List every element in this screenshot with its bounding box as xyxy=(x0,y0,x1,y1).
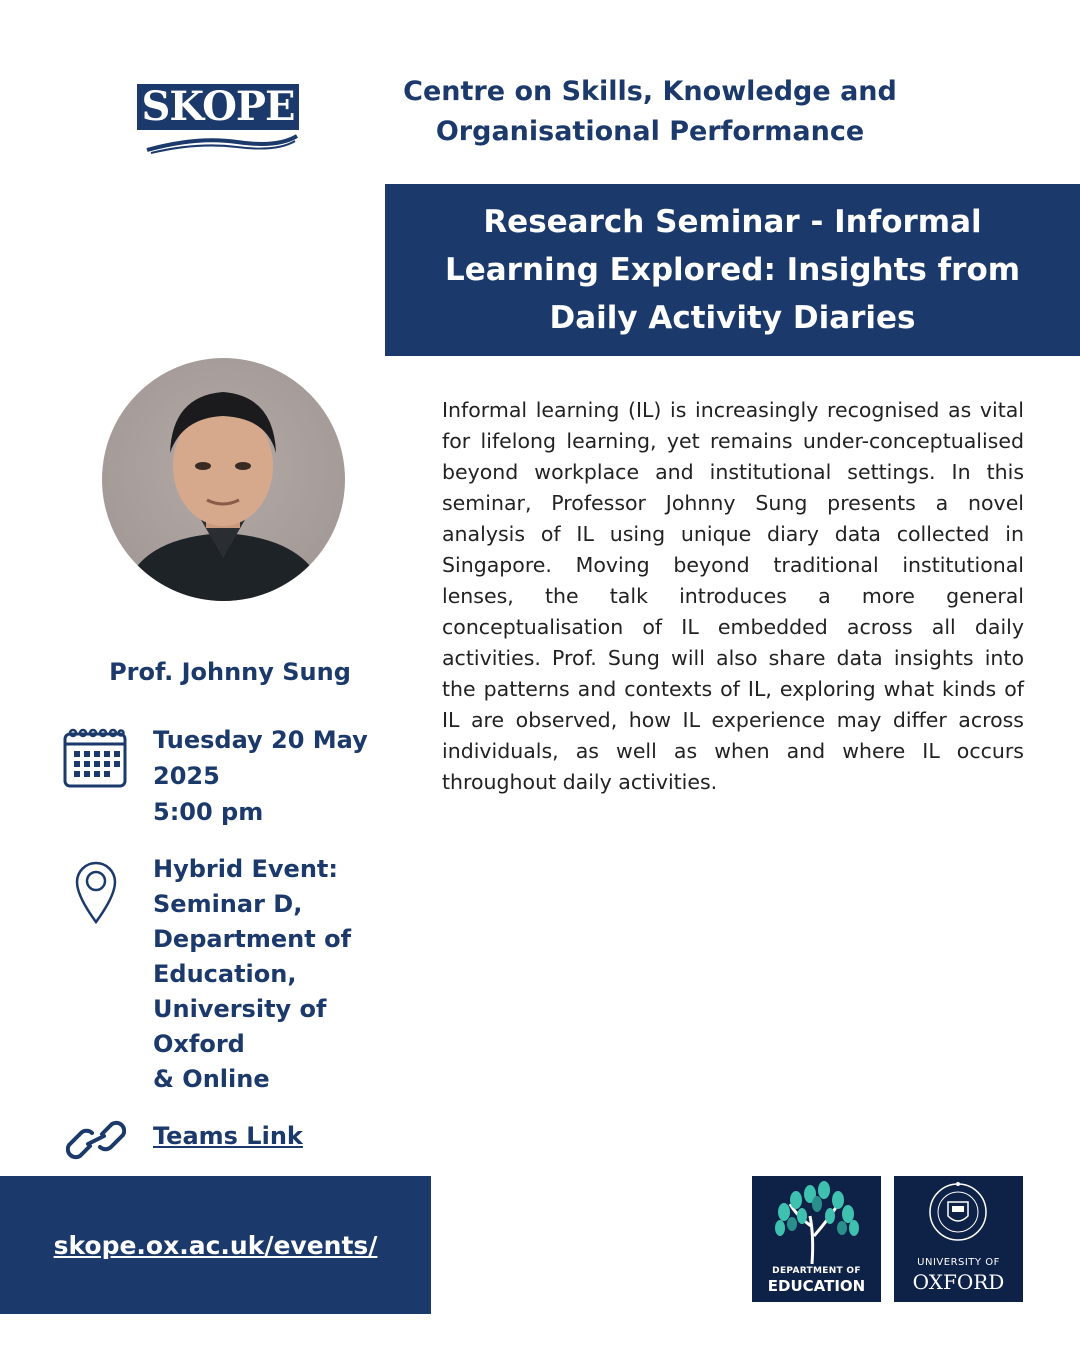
skope-logo-text: SKOPE xyxy=(137,84,299,130)
skope-logo xyxy=(137,84,301,158)
department-of-education-logo xyxy=(752,1176,881,1302)
education-logo-line2: EDUCATION xyxy=(767,1277,866,1295)
venue-line: Seminar D, xyxy=(153,890,303,918)
speaker-name: Prof. Johnny Sung xyxy=(109,658,351,686)
event-venue xyxy=(153,852,383,1097)
wave-icon xyxy=(137,132,301,154)
link-icon xyxy=(66,1116,126,1164)
venue-line: University of xyxy=(153,995,327,1023)
venue-line: Hybrid Event: xyxy=(153,855,338,883)
event-date-line2: 2025 xyxy=(153,762,220,790)
title-banner xyxy=(385,184,1080,356)
seminar-abstract: Informal learning (IL) is increasingly recognised as vital for lifelong learning, yet remains under-conceptualised beyond workplace and institutional settings. In this seminar, Professor Johnny Sung presents a novel analysis of IL using unique diary data collected in Singapore. Moving beyond traditional institutional lenses, the talk introduces a more general conceptualisation of IL embedded across all daily activities. Prof. Sung will also share data insights into the patterns and contexts of IL, exploring what kinds of IL are observed, how IL experience may differ across individuals, as well as when and where IL occurs throughout daily activities. xyxy=(442,398,1024,794)
tree-icon xyxy=(752,1176,881,1266)
location-pin-icon xyxy=(74,860,118,924)
speaker-photo xyxy=(102,358,345,601)
oxford-logo-line1: UNIVERSITY OF xyxy=(917,1257,1000,1268)
education-logo-line1: DEPARTMENT OF xyxy=(772,1266,861,1276)
events-url-link[interactable]: skope.ox.ac.uk/events/ xyxy=(53,1230,378,1260)
seminar-title: Research Seminar - Informal Learning Explored: Insights from Daily Activity Diaries xyxy=(444,204,1021,336)
footer-bar xyxy=(0,1176,431,1314)
event-date-line1: Tuesday 20 May xyxy=(153,726,368,754)
calendar-icon xyxy=(63,726,127,788)
venue-line: & Online xyxy=(153,1065,270,1093)
centre-title: Centre on Skills, Knowledge and Organisational Performance xyxy=(403,76,897,147)
venue-line: Department of xyxy=(153,925,352,953)
venue-line: Oxford xyxy=(153,1030,245,1058)
university-of-oxford-logo xyxy=(894,1176,1023,1302)
venue-line: Education, xyxy=(153,960,297,988)
oxford-crest-icon xyxy=(894,1176,1023,1256)
teams-link[interactable]: Teams Link xyxy=(153,1122,303,1150)
oxford-logo-line2: OXFORD xyxy=(912,1270,1005,1294)
event-time: 5:00 pm xyxy=(153,798,264,826)
event-datetime xyxy=(153,722,393,830)
